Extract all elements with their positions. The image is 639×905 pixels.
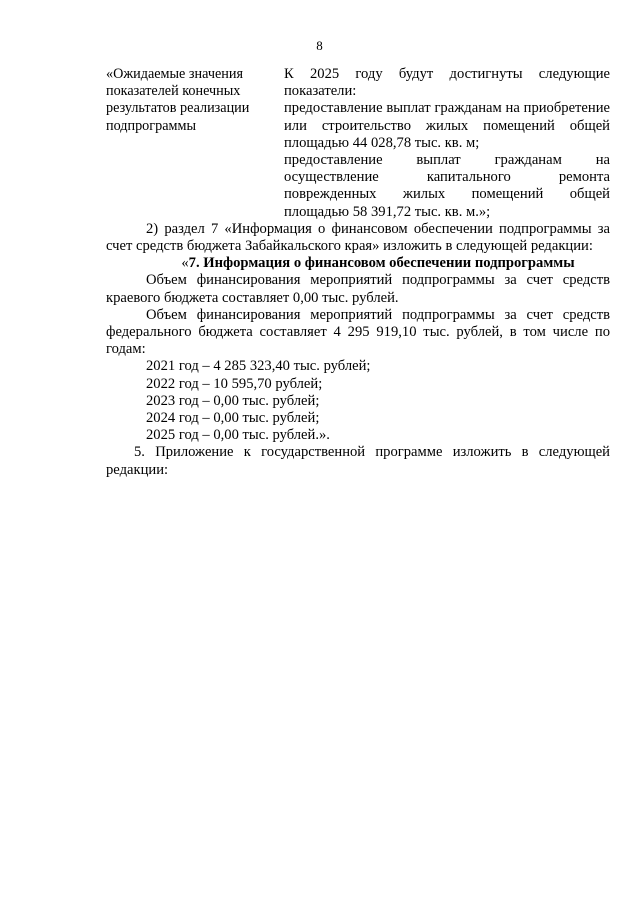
year-line-2023: 2023 год – 0,00 тыс. рублей; (146, 392, 320, 409)
year-line-2024: 2024 год – 0,00 тыс. рублей; (146, 410, 320, 427)
table-right-item-purchase: предоставление выплат гражданам на приобретение или строительство жилых помещений общей площадью 44 028,78 тыс. кв. м; (284, 100, 610, 151)
table-right-item-repair: предоставление выплат гражданам на осуществление капитального ремонта поврежденных жилых помещений общей площадью 58 391,72 тыс. кв. м.»; (284, 152, 610, 220)
federal-budget-paragraph: Объем финансирования мероприятий подпрограммы за счет средств федерального бюджета составляет 4 295 919,10 тыс. рублей, в том числе по годам: (106, 306, 610, 358)
item-2-paragraph: 2) раздел 7 «Информация о финансовом обеспечении подпрограммы за счет средств бюджета Забайкальского края» изложить в следующей редакции: (106, 220, 610, 255)
year-line-2021: 2021 год – 4 285 323,40 тыс. рублей; (146, 358, 371, 375)
item-5-paragraph: 5. Приложение к государственной программе изложить в следующей редакции: (106, 444, 610, 478)
heading-quote: « (181, 255, 189, 272)
table-right-cell (284, 66, 610, 221)
heading-text: 7. Информация о финансовом обеспечении подпрограммы (188, 255, 575, 272)
year-line-2022: 2022 год – 10 595,70 рублей; (146, 375, 323, 392)
section-heading (106, 255, 610, 272)
table-left-cell: «Ожидаемые значения показателей конечных результатов реализации подпрограммы (106, 66, 250, 134)
regional-budget-paragraph: Объем финансирования мероприятий подпрограммы за счет средств краевого бюджета составляет 0,00 тыс. рублей. (106, 272, 610, 306)
document-body (106, 66, 610, 479)
table-right-intro: К 2025 году будут достигнуты следующие показатели: (284, 66, 610, 100)
year-line-2025: 2025 год – 0,00 тыс. рублей.». (146, 427, 330, 444)
indicators-table-row (106, 66, 610, 221)
page-number: 8 (316, 38, 323, 53)
